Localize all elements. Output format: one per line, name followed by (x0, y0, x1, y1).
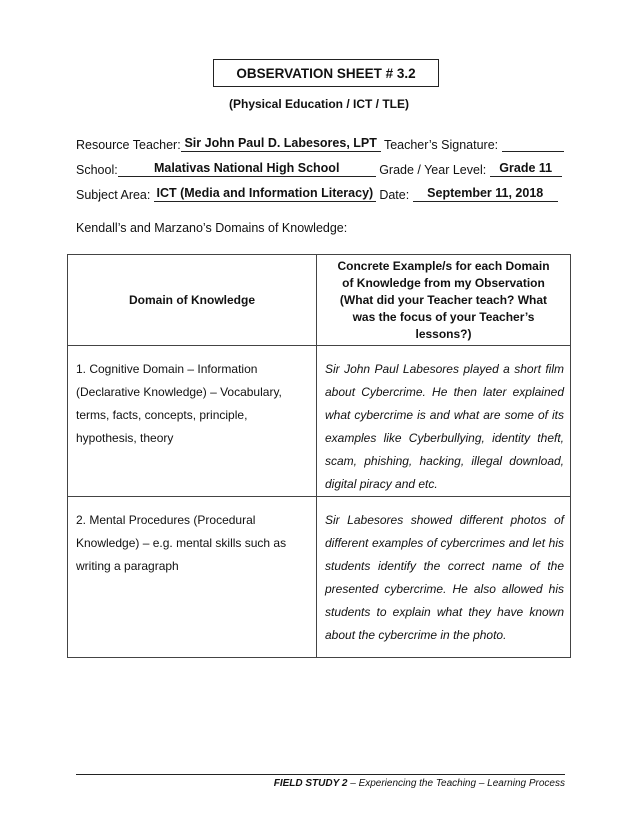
signature-label: Teacher’s Signature: (383, 138, 499, 152)
school-value: Malativas National High School (118, 161, 376, 177)
row-example: Sir Labesores showed different photos of different examples of cybercrimes and let his students identify the correct name of the presented cybercrime. He also allowed his students to explain what they have known about the cybercrime in the photo. (317, 497, 571, 658)
date-value: September 11, 2018 (413, 186, 558, 202)
table-header-row (68, 255, 571, 346)
footer-separator: – (347, 778, 359, 789)
signature-blank (502, 137, 564, 152)
school-line (76, 161, 562, 177)
resource-teacher-line (76, 136, 564, 152)
header-domain: Domain of Knowledge (68, 255, 317, 346)
footer-tagline: Experiencing the Teaching – Learning Process (358, 778, 565, 789)
grade-value: Grade 11 (490, 161, 562, 177)
page-footer (274, 778, 565, 789)
subject-line (76, 186, 558, 202)
row-domain: 1. Cognitive Domain – Information (Declarative Knowledge) – Vocabulary, terms, facts, concepts, principle, hypothesis, theory (68, 346, 317, 497)
domains-heading: Kendall’s and Marzano’s Domains of Knowledge: (76, 221, 348, 235)
domains-table (67, 254, 571, 658)
row-example: Sir John Paul Labesores played a short film about Cybercrime. He then later explained what cybercrime is and what are some of its examples like Cyberbullying, identity theft, scam, phishing, hacking, illegal download, digital piracy and etc. (317, 346, 571, 497)
resource-teacher-value: Sir John Paul D. Labesores, LPT (181, 136, 381, 152)
footer-course: FIELD STUDY 2 (273, 778, 348, 789)
table-row (68, 497, 571, 658)
footer-divider (76, 774, 565, 775)
date-label: Date: (379, 188, 410, 202)
row-domain: 2. Mental Procedures (Procedural Knowledge) – e.g. mental skills such as writing a paragraph (68, 497, 317, 658)
resource-teacher-label: Resource Teacher: (76, 138, 181, 152)
sheet-subtitle: (Physical Education / ICT / TLE) (228, 97, 410, 111)
school-label: School: (76, 163, 118, 177)
subject-value: ICT (Media and Information Literacy) (154, 186, 376, 202)
sheet-title: OBSERVATION SHEET # 3.2 (213, 59, 439, 87)
subject-label: Subject Area: (76, 188, 151, 202)
table-row (68, 346, 571, 497)
header-example: Concrete Example/s for each Domain of Knowledge from my Observation (What did your Teacher teach? What was the focus of your Teacher’s lessons?) (317, 255, 571, 346)
grade-label: Grade / Year Level: (379, 163, 487, 177)
